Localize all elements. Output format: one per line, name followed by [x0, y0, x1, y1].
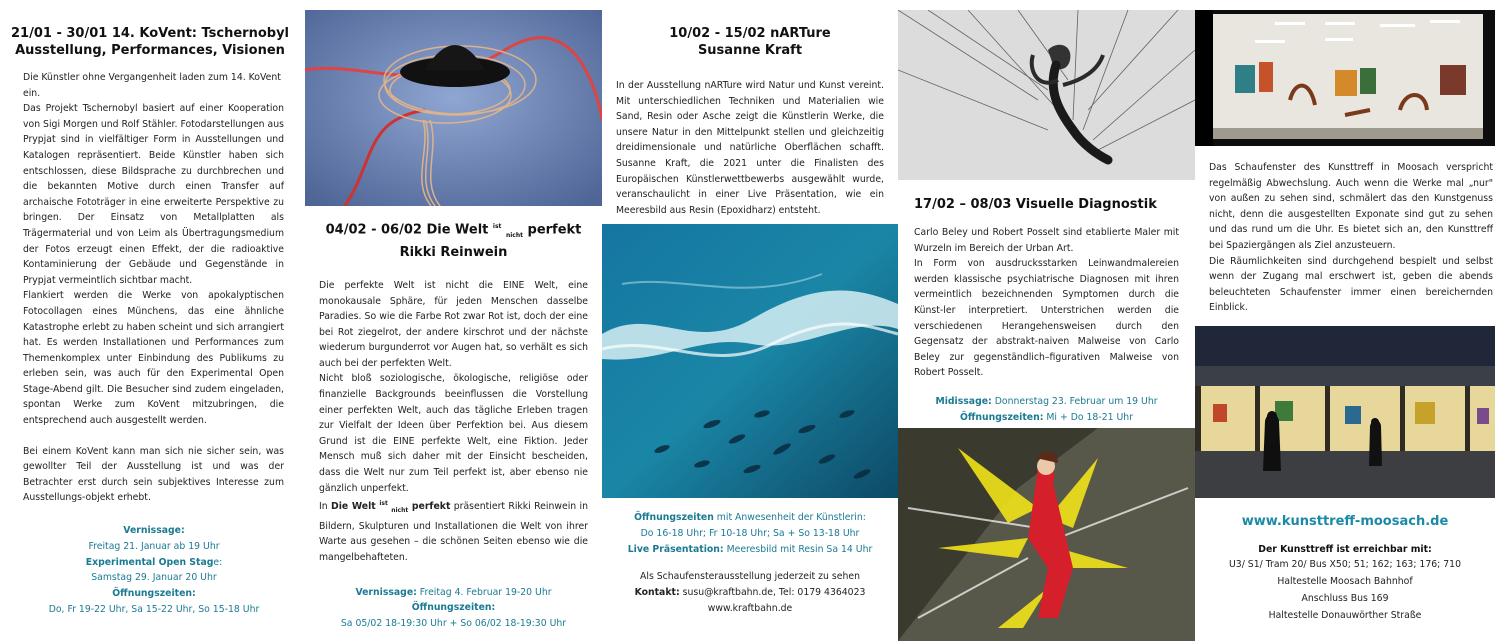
- welt-vernissage-label: Vernissage:: [355, 586, 417, 598]
- reach-title: Der Kunsttreff ist erreichbar mit:: [1258, 544, 1432, 555]
- nature-live-label: Live Präsentation:: [627, 543, 724, 555]
- nature-contact-value: susu@kraftbahn.de, Tel: 0179 4364023: [679, 587, 866, 599]
- diagnostik-hours-value: Mi + Do 18-21 Uhr: [1043, 411, 1134, 423]
- kunsttreff-para-2: Die Räumlichkeiten sind durchgehend bespielt und selbst wenn der Zugang mal erschwert ist, geben die abends beleuchteten Schaufenster immer einen bereichernden Einblick.: [1209, 255, 1493, 314]
- nature-title: [602, 25, 898, 59]
- column-welt-perfekt: [305, 0, 602, 641]
- welt-title-sub: nicht: [505, 231, 523, 239]
- tschernobyl-para-1: Die Künstler ohne Vergangenheit laden zum 14. KoVent ein.: [23, 72, 281, 99]
- welt-hours-label: Öffnungszeiten:: [411, 602, 496, 614]
- welt-para-3-a: In: [319, 501, 331, 513]
- nature-contact-label: Kontakt:: [634, 587, 680, 599]
- welt-para-3-bold-a: Die Welt: [331, 501, 380, 513]
- tschernobyl-para-3: Flankiert werden die Werke von apokalyptischen Fotocollagen eines Münchens, das eine ähnliche Katastrophe erlebt zu haben scheint und sich arrangiert hat. Es werden Installationen und Performances zum Themenkomplex unter Einbindung des Publikums zu erleben sein, was auch für den Experimental Open Stage-Abend gilt. Die Besucher sind zudem eingeladen, spontan Werke zum KoVent mitzubringen, die entsprechend auch ausgestellt werden.: [23, 290, 284, 427]
- nature-title-line1: 10/02 - 15/02 nARTure: [669, 26, 831, 41]
- midissage-label: Midissage:: [935, 395, 992, 407]
- transit-line-4: Haltestelle Donauwörther Straße: [1268, 610, 1422, 621]
- red-dress-painting: [898, 428, 1195, 641]
- nature-hours-value: Do 16-18 Uhr; Fr 10-18 Uhr; Sa + So 13-18 Uhr: [640, 527, 860, 539]
- nature-window-text: Als Schaufensterausstellung jederzeit zu sehen: [640, 571, 860, 583]
- tschernobyl-title-line2: Ausstellung, Performances, Visionen: [15, 43, 285, 58]
- nature-website-link[interactable]: www.kraftbahn.de: [707, 602, 793, 614]
- vernissage-label: Vernissage:: [123, 525, 185, 537]
- nature-hours-suffix: mit Anwesenheit der Künstlerin:: [713, 512, 866, 523]
- openstage-suffix: e:: [213, 556, 223, 568]
- welt-title-a: 04/02 - 06/02 Die Welt: [325, 222, 493, 238]
- vernissage-value: Freitag 21. Januar ab 19 Uhr: [88, 540, 220, 552]
- transit-line-1: U3/ S1/ Tram 20/ Bus X50; 51; 162; 163; 176; 710: [1229, 559, 1461, 570]
- nature-info: [602, 510, 898, 617]
- gallery-night-illustration: [1195, 326, 1495, 498]
- transit-line-3: Anschluss Bus 169: [1301, 593, 1389, 604]
- welt-para-2: Nicht bloß soziologische, ökologische, religiöse oder finanzielle Backgrounds beeinflussen die Vorstellung einer perfekten Welt, auch das tägliche Erleben tragen zur Vielfalt der Ideen über Perfektion bei. Aus diesem Grund ist die EINE perfekte Welt, eine Fiktion. Jeder Mensch muß sich daher mit der Einsicht bescheiden, dass die Welt nur zum Teil perfekt ist, aber ebenso nie gänzlich unperfekt.: [319, 373, 588, 494]
- openstage-value: Samstag 29. Januar 20 Uhr: [91, 572, 217, 584]
- nature-hours-label: Öffnungszeiten: [634, 512, 714, 523]
- welt-para-3-bold-b: perfekt: [408, 501, 451, 513]
- hours-label: Öffnungszeiten:: [112, 588, 196, 600]
- openstage-label: Experimental Open Stag: [85, 556, 214, 568]
- nature-live-value: Meeresbild mit Resin Sa 14 Uhr: [723, 543, 873, 555]
- welt-title: [305, 218, 602, 261]
- kunsttreff-footer: [1195, 514, 1495, 624]
- tschernobyl-title-line1: 21/01 - 30/01 14. KoVent: Tschernobyl: [10, 26, 289, 41]
- nature-title-line2: Susanne Kraft: [697, 43, 803, 58]
- transit-list: [1195, 556, 1495, 624]
- diagnostik-para-1: Carlo Beley und Robert Posselt sind etablierte Maler mit Wurzeln im Bereich der Urban Art.: [914, 227, 1179, 254]
- welt-title-sup: ist: [492, 223, 502, 230]
- kunsttreff-website-link[interactable]: www.kunsttreff-moosach.de: [1241, 514, 1449, 529]
- resin-sea-illustration: [602, 224, 898, 498]
- welt-info: [305, 585, 602, 632]
- midissage-value: Donnerstag 23. Februar um 19 Uhr: [991, 395, 1158, 407]
- welt-title-line2: Rikki Reinwein: [399, 244, 508, 260]
- nature-para: In der Ausstellung nARTure wird Natur und Kunst vereint. Mit unterschiedlichen Techniken und Materialien wie Sand, Resin oder Asche zeigt die Künstlerin Werke, die unsere Natur in den Mittelpunkt stellen und gleichzeitig dreidimensionale und natürliche Oberflächen schafft. Susanne Kraft, die 2021 unter die Finalisten des Europäischen Künstlerwettbewerbs ausgewählt wurde, veranschaulicht in einer Live Präsentation, wie ein Meeresbild aus Resin (Epoxidharz) entsteht.: [616, 80, 884, 216]
- tschernobyl-title: [8, 25, 292, 59]
- resin-sea-artwork: [602, 224, 898, 498]
- welt-vernissage-value: Freitag 4. Februar 19-20 Uhr: [416, 586, 552, 598]
- diagnostik-para-2: In Form von ausdrucksstarken Leinwandmalereien werden klassische psychiatrische Diagnosen mit ihren vermeintlich bezeichnenden Symptomen durch die Künst-ler interpretiert. Unterstrichen werden die verschiedenen Herangehensweisen durch den Gegensatz der abstrakt-naiven Malweise von Carlo Beley zur gegenständlich–figurativen Malweise von Robert Posselt.: [914, 258, 1179, 379]
- welt-para-3-sup: ist: [379, 500, 388, 508]
- welt-para-3: [319, 496, 588, 565]
- welt-para-3-b: präsentiert Rikki Reinwein in Bildern, Skulpturen und Installationen die Welt von ihrer Warte aus gesehen – die schönen Seiten ebenso wie die mangelbehafteten.: [319, 501, 588, 563]
- kunsttreff-para-1: Das Schaufenster des Kunsttreff in Moosach verspricht regelmäßig Abwechslung. Auch wenn die Werke mal „nur" von außen zu sehen sind, schmälert das den Kunstgenuss nicht, denn die ausgestellten Exponate sind gut zu sehen und das rund um die Uhr. Es bietet sich an, den Kunsttreff bei Spaziergängen als Ziel anzusteuern.: [1209, 162, 1493, 251]
- transit-line-2: Haltestelle Moosach Bahnhof: [1277, 576, 1413, 587]
- tschernobyl-info: [8, 523, 292, 618]
- column-tschernobyl: [8, 0, 292, 641]
- red-dress-illustration: [898, 428, 1195, 641]
- diagnostik-title: 17/02 – 08/03 Visuelle Diagnostik: [914, 197, 1157, 212]
- hours-value: Do, Fr 19-22 Uhr, Sa 15-22 Uhr, So 15-18 Uhr: [48, 604, 260, 616]
- welt-title-b: perfekt: [522, 222, 582, 238]
- tschernobyl-para-2: Das Projekt Tschernobyl basiert auf einer Kooperation von Sigi Morgen und Rolf Stähler. Fotodarstellungen aus Prypjat sind in vielfältiger Form in Ausstellungen und Katalogen repräsentiert. Beide Künstler haben sich entschlossen, diese Bildsprache zu durchbrechen und die bekannten Motive durch einen Transfer auf archaische Fototräger in eine erweiterte Perspektive zu bringen. Der Einsatz von Metallplatten als Trägermaterial und von Leim als Übertragungsmedium der Fotos erzeugt einen Effekt, der die radioaktive Kontaminierung der Gebäude und Gegenstände in Prypjat vermeintlich sichtbar macht.: [23, 103, 284, 286]
- gallery-night-photo: [1195, 326, 1495, 498]
- welt-hours-value: Sa 05/02 18-19:30 Uhr + So 06/02 18-19:30 Uhr: [340, 618, 567, 630]
- welt-para-1: Die perfekte Welt ist nicht die EINE Welt, eine monokausale Sphäre, für jeden Menschen dasselbe Paradies. So wie die Farbe Rot zwar Rot ist, doch der eine bei Rot ziegelrot, der andere kirschrot und der nächste wiederum burgunderrot vor Augen hat, so verhält es sich auch bei der perfekten Welt.: [319, 279, 588, 369]
- diagnostik-hours-label: Öffnungszeiten:: [959, 411, 1044, 423]
- tschernobyl-para-4: Bei einem KoVent kann man sich nie sicher sein, was gewollter Teil der Ausstellung ist und was der Betrachter erst durch sein subjektives Interesse zum Ausstellungs-objekt erhebt.: [23, 445, 284, 504]
- welt-para-3-sub: nicht: [391, 507, 409, 515]
